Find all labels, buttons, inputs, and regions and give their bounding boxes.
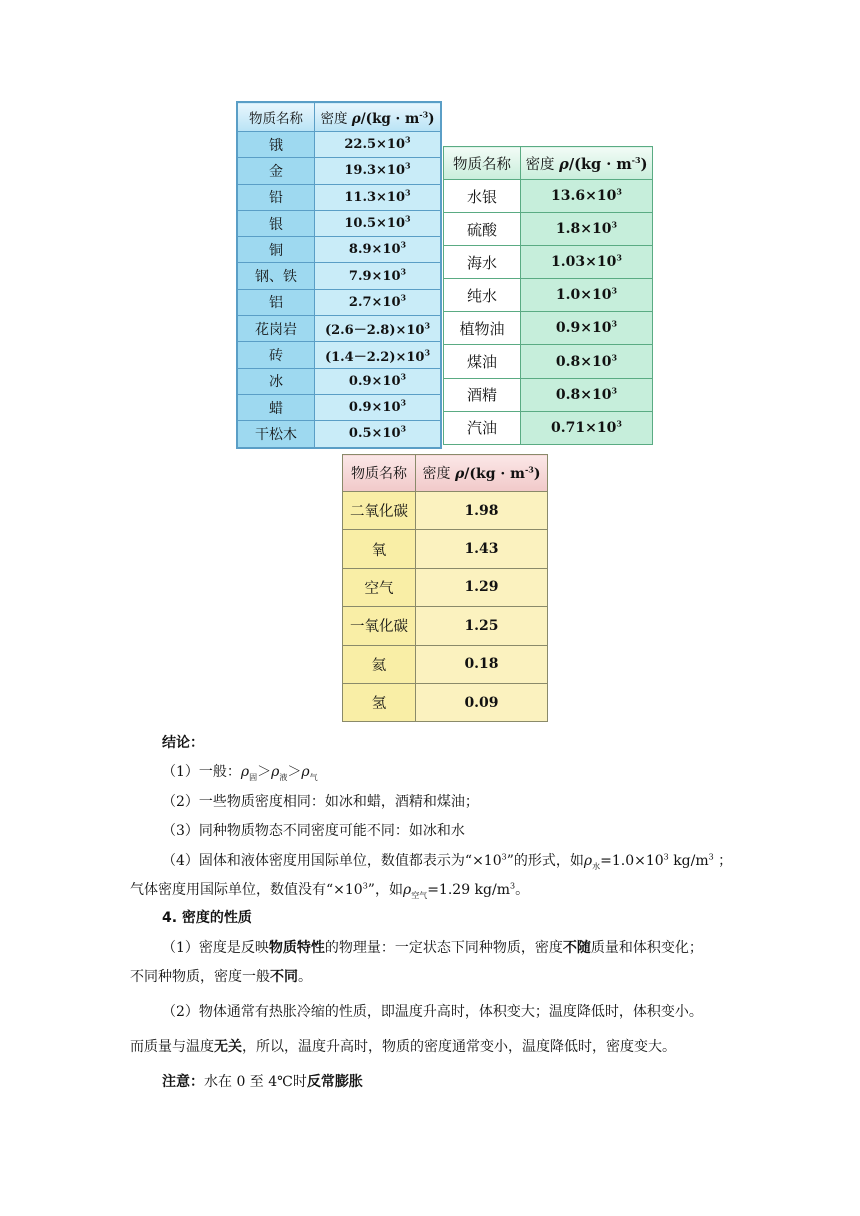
substance-name-cell: 煤油 [444,345,521,378]
density-value-cell: $13.6\times 10^3$ [521,180,653,213]
table-row [444,279,653,312]
table-row [238,158,441,184]
substance-name-cell: 酒精 [444,378,521,411]
substance-name-cell: 砖 [238,342,315,368]
conclusion-title: 结论： [162,735,204,751]
table-row [444,345,653,378]
density-value-cell: $0.5\times 10^3$ [315,421,441,447]
substance-name-cell: 氦 [343,645,416,683]
table-row [343,492,548,530]
substance-name-cell: 金 [238,158,315,184]
table-row [238,316,441,342]
density-table-solids [237,102,441,448]
density-value-cell: 1.29 [416,568,548,606]
density-value-cell: 0.18 [416,645,548,683]
density-value-cell: $(2.6-2.8)\times 10^3$ [315,316,441,342]
table-row [343,607,548,645]
table-row [238,394,441,420]
density-value-cell: 0.09 [416,683,548,721]
substance-name-cell: 硫酸 [444,213,521,246]
table-row [444,213,653,246]
substance-name-cell: 氢 [343,683,416,721]
table-row [238,210,441,236]
table-row [238,263,441,289]
table-row [444,246,653,279]
property-1-line2: 不同种物质，密度一般不同。 [130,969,312,985]
density-value-cell: $1.03\times 10^3$ [521,246,653,279]
conclusion-4-line1: （4）固体和液体密度用国际单位，数值都表示为“$\times 10^3$”的形式，如$\rho_水=1.0\times 10^3$ $kg/m^3$ ； [162,852,733,871]
table-header-row [238,103,441,132]
table-row [238,132,441,158]
substance-name-cell: 汽油 [444,411,521,444]
density-value-cell: $0.9\times 10^3$ [521,312,653,345]
density-table-gases [342,454,548,722]
header-density: 密度 $\rho/(kg \cdot m^{-3})$ [521,147,653,180]
property-2-line1: （2）物体通常有热胀冷缩的性质，即温度升高时，体积变大；温度降低时，体积变小。 [162,1004,703,1020]
substance-name-cell: 铅 [238,184,315,210]
substance-name-cell: 冰 [238,368,315,394]
density-table-liquids [443,146,653,445]
density-value-cell: $2.7\times 10^3$ [315,289,441,315]
substance-name-cell: 空气 [343,568,416,606]
substance-name-cell: 银 [238,210,315,236]
density-value-cell: $7.9\times 10^3$ [315,263,441,289]
density-value-cell: $11.3\times 10^3$ [315,184,441,210]
density-value-cell: $8.9\times 10^3$ [315,237,441,263]
table-row [238,342,441,368]
substance-name-cell: 花岗岩 [238,316,315,342]
conclusion-2: （2）一些物质密度相同：如冰和蜡，酒精和煤油； [162,794,479,810]
density-value-cell: $0.9\times 10^3$ [315,394,441,420]
density-value-cell: 1.43 [416,530,548,568]
density-value-cell: $0.9\times 10^3$ [315,368,441,394]
header-substance-name: 物质名称 [343,455,416,492]
table-row [444,411,653,444]
property-1-line1: （1）密度是反映物质特性的物理量：一定状态下同种物质，密度不随质量和体积变化； [162,940,703,956]
property-2-line2: 而质量与温度无关，所以，温度升高时，物质的密度通常变小，温度降低时，密度变大。 [130,1039,676,1055]
substance-name-cell: 纯水 [444,279,521,312]
conclusion-1: （1）一般：$\rho_固>\rho_液>\rho_气$ [162,764,318,782]
substance-name-cell: 海水 [444,246,521,279]
table-row [444,312,653,345]
substance-name-cell: 氧 [343,530,416,568]
header-density: 密度 $\rho/(kg \cdot m^{-3})$ [315,103,441,132]
density-value-cell: $19.3\times 10^3$ [315,158,441,184]
header-substance-name: 物质名称 [238,103,315,132]
density-value-cell: $10.5\times 10^3$ [315,210,441,236]
table-row [238,368,441,394]
density-value-cell: $(1.4-2.2)\times 10^3$ [315,342,441,368]
table-row [238,184,441,210]
density-value-cell: $22.5\times 10^3$ [315,132,441,158]
note-line: 注意：水在 0 至 4℃时反常膨胀 [162,1074,363,1090]
substance-name-cell: 铜 [238,237,315,263]
density-value-cell: 1.98 [416,492,548,530]
header-density: 密度 $\rho/(kg \cdot m^{-3})$ [416,455,548,492]
table-row [444,378,653,411]
table-row [238,421,441,447]
table-header-row [343,455,548,492]
substance-name-cell: 水银 [444,180,521,213]
substance-name-cell: 钢、铁 [238,263,315,289]
table-header-row [444,147,653,180]
table-row [238,289,441,315]
density-value-cell: $1.0\times 10^3$ [521,279,653,312]
substance-name-cell: 蜡 [238,394,315,420]
density-value-cell: $0.71\times 10^3$ [521,411,653,444]
table-row [238,237,441,263]
substance-name-cell: 植物油 [444,312,521,345]
substance-name-cell: 一氧化碳 [343,607,416,645]
density-value-cell: $1.8\times 10^3$ [521,213,653,246]
substance-name-cell: 铝 [238,289,315,315]
section-4-title: 4. 密度的性质 [162,910,252,926]
density-value-cell: $0.8\times 10^3$ [521,345,653,378]
table-row [343,645,548,683]
substance-name-cell: 锇 [238,132,315,158]
table-row [343,683,548,721]
substance-name-cell: 二氧化碳 [343,492,416,530]
table-row [444,180,653,213]
density-value-cell: $0.8\times 10^3$ [521,378,653,411]
conclusion-4-line2: 气体密度用国际单位，数值没有“$\times 10^3$”，如$\rho_{空气}=1.29$ $kg/m^3$。 [130,881,530,900]
conclusion-3: （3）同种物质物态不同密度可能不同：如冰和水 [162,823,465,839]
substance-name-cell: 干松木 [238,421,315,447]
table-row [343,530,548,568]
header-substance-name: 物质名称 [444,147,521,180]
table-row [343,568,548,606]
density-value-cell: 1.25 [416,607,548,645]
